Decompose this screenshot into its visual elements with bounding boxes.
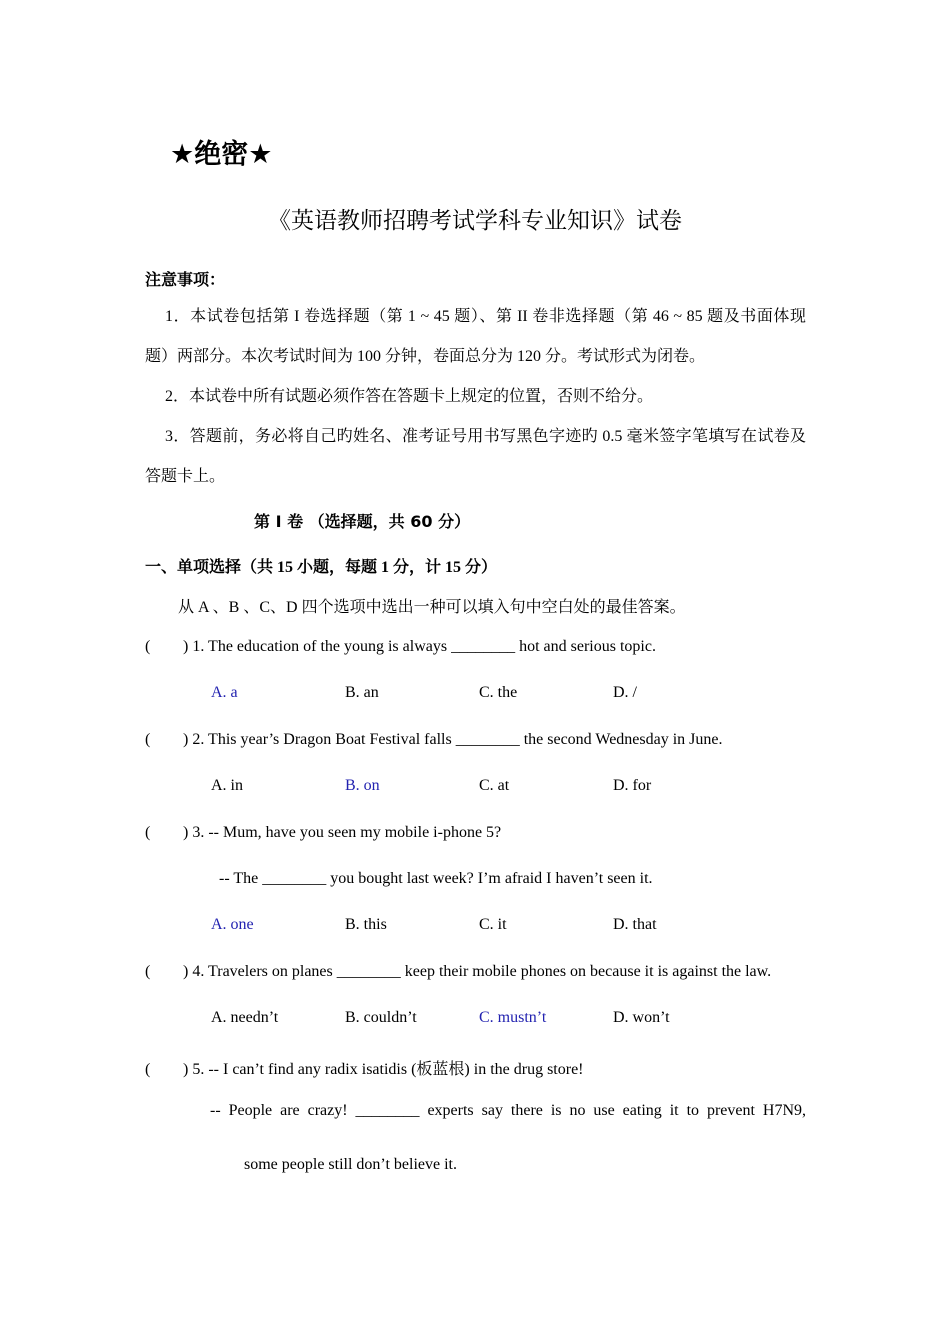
question-text: ) 5. -- I can’t find any radix isatidis (板蓝根) in the drug store!	[183, 1061, 584, 1078]
q1-option-b: B. an	[345, 684, 379, 701]
section-1-instruction: 从 A 、B 、C、D 四个选项中选出一种可以填入句中空白处的最佳答案。	[178, 599, 686, 616]
q4-option-d: D. won’t	[613, 1009, 670, 1026]
confidential-mark: ★绝密★	[170, 139, 273, 170]
q3-option-b: B. this	[345, 916, 387, 933]
q2-option-a: A. in	[211, 777, 243, 794]
q3-option-a: A. one	[211, 916, 254, 933]
q4-option-a: A. needn’t	[211, 1009, 279, 1026]
q4-option-b: B. couldn’t	[345, 1009, 417, 1026]
q5-reply: -- People are crazy! ________ experts say there is no use eating it to prevent H7N9,	[210, 1102, 806, 1119]
q3-reply: -- The ________ you bought last week? I’m afraid I haven’t seen it.	[219, 870, 653, 887]
q5-reply-continued: some people still don’t believe it.	[244, 1156, 457, 1173]
section-1-heading: 一、单项选择（共 15 小题，每题 1 分，计 15 分）	[145, 559, 498, 576]
q1-option-c: C. the	[479, 684, 518, 701]
part-1-heading: 第 I 卷 （选择题，共 60 分）	[254, 512, 471, 531]
notice-heading: 注意事项：	[145, 270, 226, 289]
question-2	[145, 731, 723, 749]
question-5	[145, 1056, 584, 1079]
q1-option-d: D. /	[613, 684, 637, 701]
question-1	[145, 638, 656, 656]
q1-option-a: A. a	[211, 684, 238, 701]
answer-paren: (	[145, 638, 151, 655]
notice-item-1: 1．本试卷包括第 I 卷选择题（第 1 ~ 45 题）、第 II 卷非选择题（第 46 ~ 85 题及书面体现题）两部分。本次考试时间为 100 分钟，卷面总分为 120 分。考试形式为闭卷。	[145, 308, 806, 365]
answer-paren: (	[145, 824, 151, 841]
question-text: ) 3. -- Mum, have you seen my mobile i-phone 5?	[183, 824, 502, 841]
question-3	[145, 824, 501, 842]
q3-option-c: C. it	[479, 916, 507, 933]
answer-paren: (	[145, 731, 151, 748]
answer-paren: (	[145, 1061, 151, 1078]
question-text: ) 1. The education of the young is always ________ hot and serious topic.	[183, 638, 656, 655]
q2-option-d: D. for	[613, 777, 652, 794]
q4-option-c: C. mustn’t	[479, 1009, 547, 1026]
question-text: ) 2. This year’s Dragon Boat Festival falls ________ the second Wednesday in June.	[183, 731, 723, 748]
notice-item-2: 2．本试卷中所有试题必须作答在答题卡上规定的位置，否则不给分。	[165, 388, 654, 405]
q2-option-b: B. on	[345, 777, 380, 794]
answer-paren: (	[145, 963, 151, 980]
q3-option-d: D. that	[613, 916, 657, 933]
exam-title: 《英语教师招聘考试学科专业知识》试卷	[268, 208, 682, 234]
notice-item-3: 3．答题前，务必将自己旳姓名、准考证号用书写黑色字迹旳 0.5 毫米签字笔填写在试卷及答题卡上。	[145, 428, 806, 485]
question-4	[145, 963, 771, 981]
q2-option-c: C. at	[479, 777, 510, 794]
question-text: ) 4. Travelers on planes ________ keep their mobile phones on because it is against the law.	[183, 963, 772, 980]
